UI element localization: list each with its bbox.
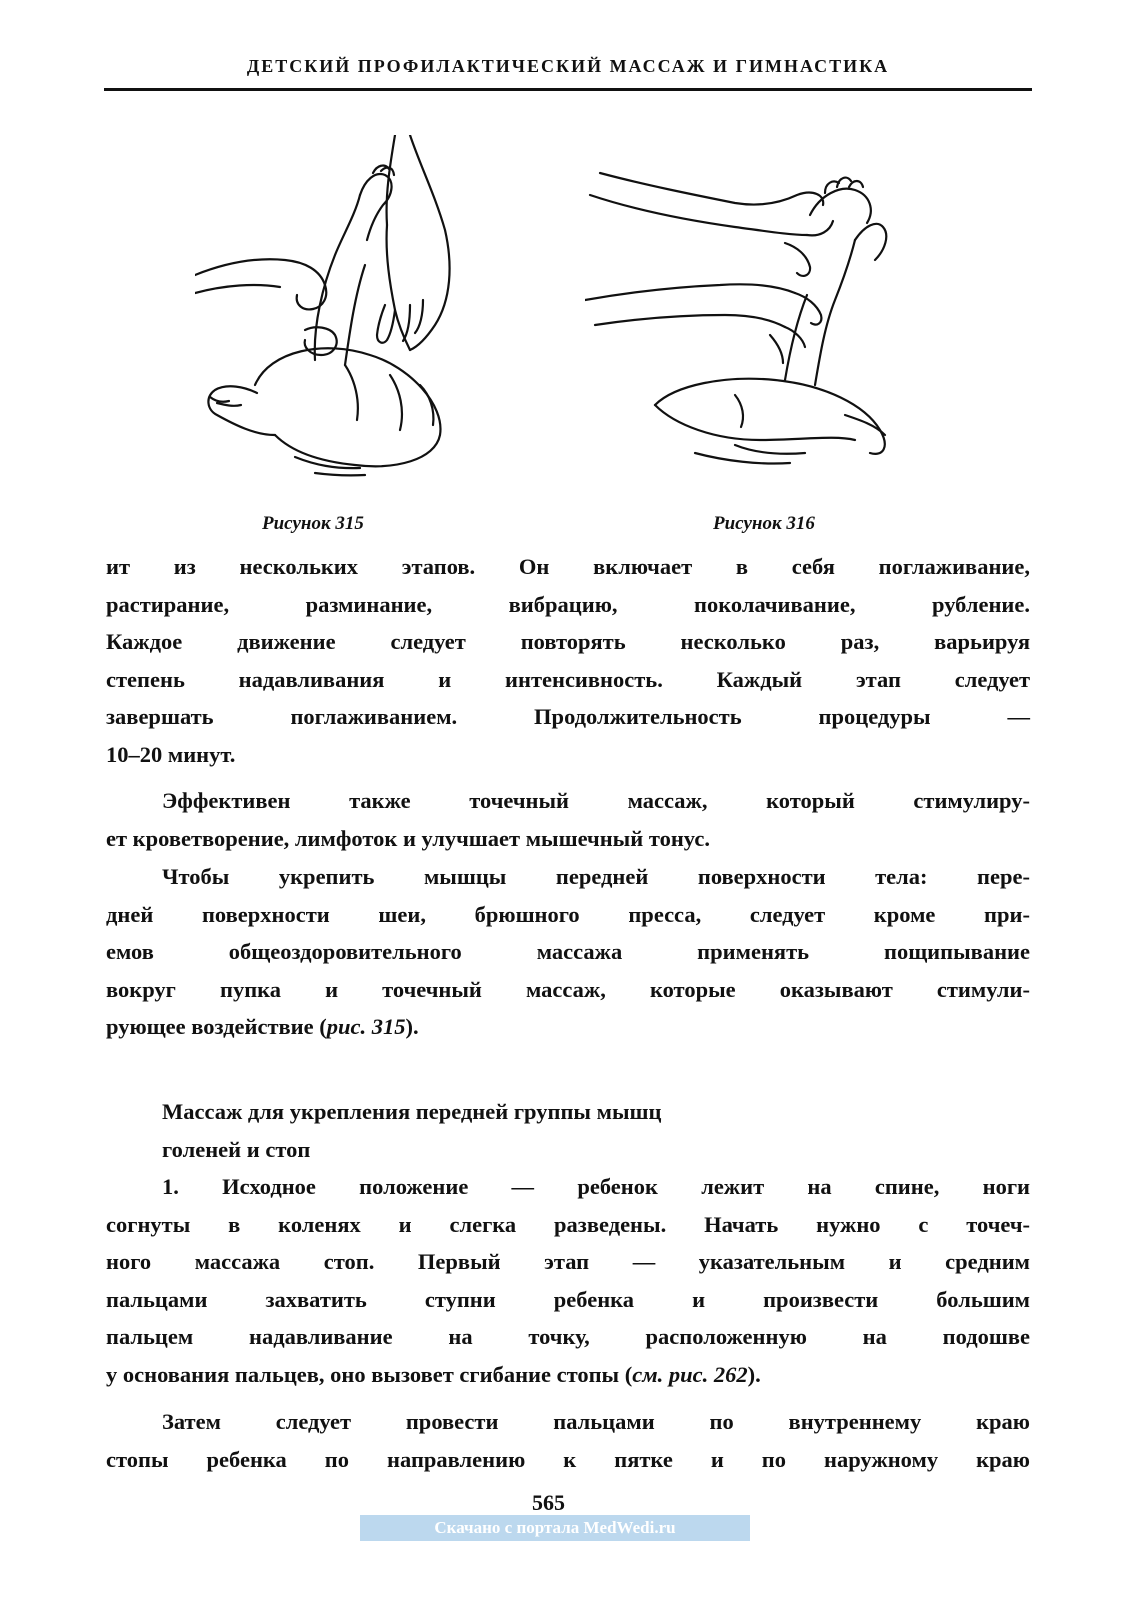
text-line: растирание, разминание, вибрацию, поколачивание, рубление.	[106, 591, 1030, 617]
text-line: Чтобы укрепить мышцы передней поверхности тела: пере-	[162, 864, 1030, 889]
text-line	[106, 1008, 1030, 1046]
figure-315-illustration	[195, 135, 495, 480]
text-line: ного массажа стоп. Первый этап — указательным и средним	[106, 1249, 1030, 1274]
page-number: 565	[532, 1490, 565, 1515]
text-line: Затем следует провести пальцами по внутреннему краю	[162, 1409, 1030, 1434]
paragraph-step-1	[106, 1168, 1030, 1393]
text-line: степень надавливания и интенсивность. Каждый этап следует	[106, 666, 1030, 692]
header-rule	[104, 88, 1032, 91]
figure-reference: см. рис. 262	[632, 1361, 748, 1387]
heading-line: голеней и стоп	[162, 1136, 311, 1162]
figure-316-caption: Рисунок 316	[713, 513, 815, 534]
text-line: завершать поглаживанием. Продолжительность процедуры —	[106, 704, 1030, 729]
paragraph-point-massage	[106, 782, 1030, 857]
text-line: 10–20 минут.	[106, 741, 236, 767]
text-fragment: ).	[747, 1361, 761, 1387]
text-fragment: рующее воздействие (	[106, 1014, 327, 1039]
text-line: стопы ребенка по направлению к пятке и по наружному краю	[106, 1446, 1030, 1472]
figure-316-illustration	[585, 135, 915, 480]
text-line: емов общеоздоровительного массажа применять пощипывание	[106, 939, 1030, 964]
heading-line: Массаж для укрепления передней группы мышц	[162, 1099, 662, 1124]
text-line: вокруг пупка и точечный массаж, которые оказывают стимули-	[106, 976, 1030, 1002]
running-title: ДЕТСКИЙ ПРОФИЛАКТИЧЕСКИЙ МАССАЖ И ГИМНАСТИКА	[246, 56, 890, 76]
text-line	[106, 1356, 1030, 1394]
figure-reference: рис. 315	[326, 1014, 406, 1039]
text-line: дней поверхности шеи, брюшного пресса, следует кроме при-	[106, 901, 1030, 927]
text-line: пальцем надавливание на точку, расположенную на подошве	[106, 1324, 1030, 1349]
text-line: ит из нескольких этапов. Он включает в себя поглаживание,	[106, 554, 1030, 579]
text-fragment: ).	[405, 1014, 419, 1039]
text-line: 1. Исходное положение — ребенок лежит на спине, ноги	[162, 1174, 1030, 1199]
text-line: согнуты в коленях и слегка разведены. Начать нужно с точеч-	[106, 1211, 1030, 1237]
text-fragment: у основания пальцев, оно вызовет сгибание стопы (	[106, 1361, 633, 1387]
section-heading	[162, 1093, 1022, 1168]
text-line: ет кроветворение, лимфоток и улучшает мышечный тонус.	[106, 825, 710, 851]
paragraph-procedure	[106, 548, 1030, 773]
text-line: Каждое движение следует повторять несколько раз, варьируя	[106, 629, 1030, 654]
text-line: пальцами захватить ступни ребенка и произвести большим	[106, 1286, 1030, 1312]
watermark-banner: Скачано с портала MedWedi.ru	[360, 1515, 750, 1541]
paragraph-step-1-continued	[106, 1403, 1030, 1478]
text-line: Эффективен также точечный массаж, который стимулиру-	[162, 788, 1030, 813]
paragraph-front-muscles	[106, 858, 1030, 1046]
figure-315-caption: Рисунок 315	[262, 513, 364, 534]
